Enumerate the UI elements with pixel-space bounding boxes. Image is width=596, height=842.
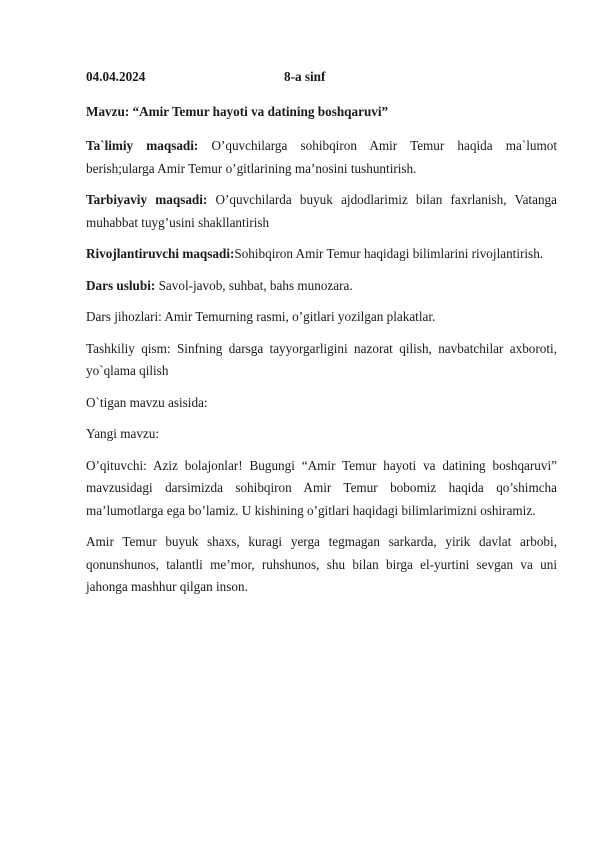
paragraph-text: O’quvchilarga sohibqiron Amir Temur haqida ma`lumot berish;ularga Amir Temur o’gitlarining ma’nosini tushuntirish.: [86, 138, 557, 176]
paragraph-label: Dars uslubi:: [86, 277, 156, 293]
paragraph-lesson-equipment: Dars jihozlari: Amir Temurning rasmi, o’gitlari yozilgan plakatlar.: [86, 309, 436, 324]
paragraph-text: Savol-javob, suhbat, bahs munozara.: [155, 277, 353, 293]
paragraph-teacher-intro: O’qituvchi: Aziz bolajonlar! Bugungi “Amir Temur hayoti va datining boshqaruvi” mavzusidagi darsimizda sohibqiron Amir Temur bobomiz haqida qo’shimcha ma’lumotlarga ega bo’lamiz. U kishining o’gitlari haqidagi bilimlarimizni oshiramiz.: [86, 457, 557, 518]
paragraph-new-topic: Yangi mavzu:: [86, 426, 160, 441]
paragraph-organizational-part: Tashkiliy qism: Sinfning darsga tayyorgarligini nazorat qilish, navbatchilar axboroti, yo`qlama qilish: [86, 340, 557, 378]
paragraph-lesson-method: [86, 275, 557, 298]
document-header: [86, 66, 557, 89]
paragraph-amir-temur-description: Amir Temur buyuk shaxs, kuragi yerga tegmagan sarkarda, yirik davlat arbobi, qonunshunos, talantli me’mor, ruhshunos, shu bilan birga el-yurtini sevgan va uni jahonga mashhur qilgan inson.: [86, 534, 557, 594]
paragraph-label: Tarbiyaviy maqsadi:: [86, 192, 208, 207]
paragraph-text: O’quvchilarda buyuk ajdodlarimiz bilan faxrlanish, Vatanga muhabbat tuyg’usini shakllantirish: [86, 192, 557, 230]
paragraph-text: Sohibqiron Amir Temur haqidagi bilimlarini rivojlantirish.: [234, 246, 544, 261]
lesson-topic: Mavzu: “Amir Temur hayoti va datining boshqaruvi”: [86, 103, 389, 119]
class-grade: 8-a sinf: [284, 69, 326, 84]
paragraph-developmental-goal: [86, 243, 557, 266]
paragraph-upbringing-goal: [86, 189, 557, 234]
lesson-date: 04.04.2024: [86, 69, 146, 84]
document-body: [86, 66, 557, 608]
paragraph-label: Ta`limiy maqsadi:: [86, 138, 199, 153]
paragraph-previous-topic: O`tigan mavzu asisida:: [86, 394, 208, 410]
paragraph-educational-goal: [86, 135, 557, 180]
paragraph-label: Rivojlantiruvchi maqsadi:: [86, 246, 235, 261]
